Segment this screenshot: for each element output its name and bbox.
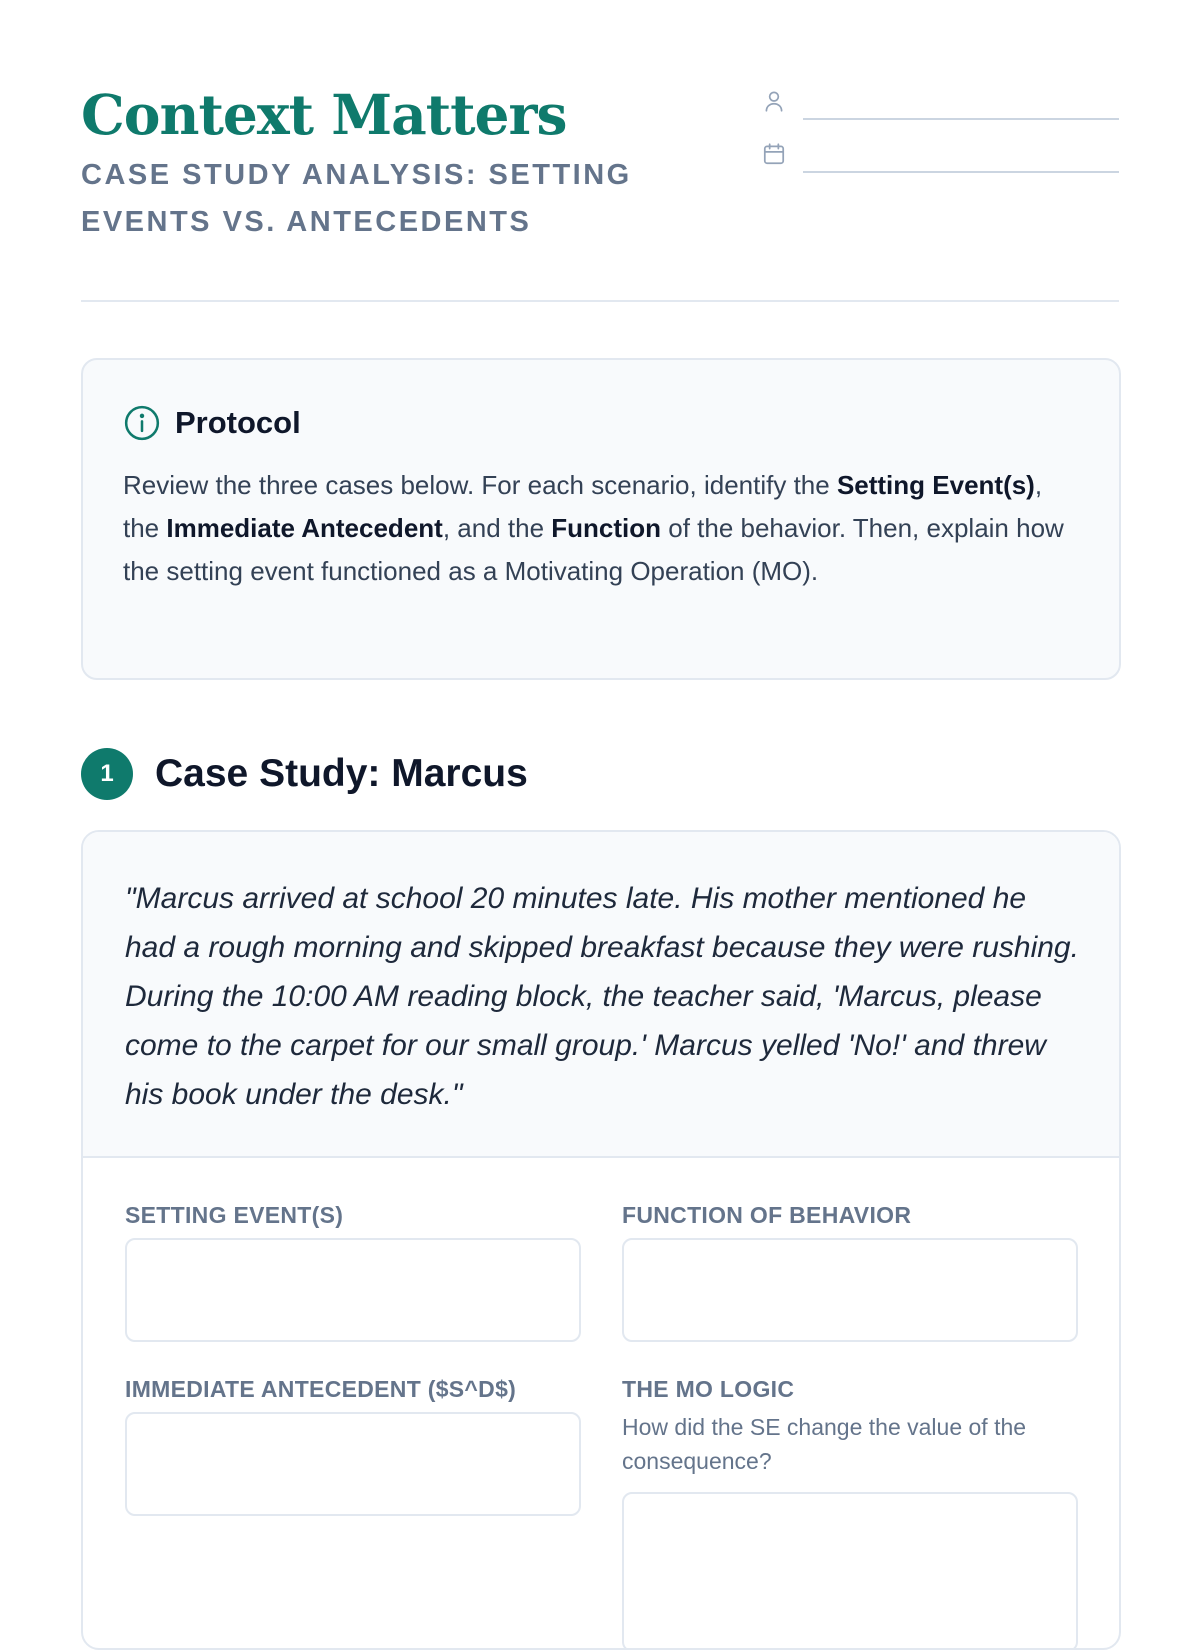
case-heading <box>81 748 528 800</box>
protocol-instructions <box>123 464 1079 593</box>
protocol-text: , and the <box>442 513 552 543</box>
protocol-text: Review the three cases below. For each scenario, identify the <box>123 470 837 500</box>
protocol-text: of the behavior. Then, explain how the setting event functioned as a Motivating Operation (MO). <box>123 513 1064 586</box>
function-label: FUNCTION OF BEHAVIOR <box>622 1202 912 1228</box>
antecedent-label: IMMEDIATE ANTECEDENT ($S^D$) <box>125 1376 517 1402</box>
user-icon <box>761 88 787 114</box>
protocol-title: Protocol <box>175 405 301 440</box>
page-subtitle: CASE STUDY ANALYSIS: SETTING EVENTS VS. ANTECEDENTS <box>81 159 632 238</box>
protocol-keyword: Function <box>551 513 662 543</box>
case-number-badge: 1 <box>81 748 133 800</box>
protocol-keyword: Setting Event(s) <box>836 470 1035 500</box>
date-input-line[interactable] <box>803 171 1119 173</box>
date-field[interactable] <box>761 141 1119 181</box>
scenario-text: "Marcus arrived at school 20 minutes late. His mother mentioned he had a rough morning and skipped breakfast because they were rushing. During the 10:00 AM reading block, the teacher said, 'Marcus, please come to the carpet for our small group.' Marcus yelled 'No!' and threw his book under the desk." <box>125 882 1079 1111</box>
setting-event-input[interactable] <box>125 1238 581 1342</box>
calendar-icon <box>761 141 787 167</box>
mo-logic-help: How did the SE change the value of the consequence? <box>622 1414 1027 1474</box>
function-input[interactable] <box>622 1238 1078 1342</box>
mo-logic-input[interactable] <box>622 1492 1078 1650</box>
page-title: Context Matters <box>81 82 567 147</box>
mo-logic-label: THE MO LOGIC <box>622 1376 795 1402</box>
name-input-line[interactable] <box>803 118 1119 120</box>
protocol-keyword: Immediate Antecedent <box>166 513 443 543</box>
antecedent-input[interactable] <box>125 1412 581 1516</box>
case-scenario <box>83 832 1119 1158</box>
protocol-text: , the <box>123 470 1043 543</box>
setting-event-label: SETTING EVENT(S) <box>125 1202 344 1228</box>
name-field[interactable] <box>761 88 1119 128</box>
case-title: Case Study: Marcus <box>155 752 528 795</box>
case-card <box>81 830 1121 1650</box>
protocol-header <box>123 404 1079 442</box>
info-icon <box>123 404 161 442</box>
worksheet-header <box>81 0 1119 302</box>
protocol-panel <box>81 358 1121 680</box>
